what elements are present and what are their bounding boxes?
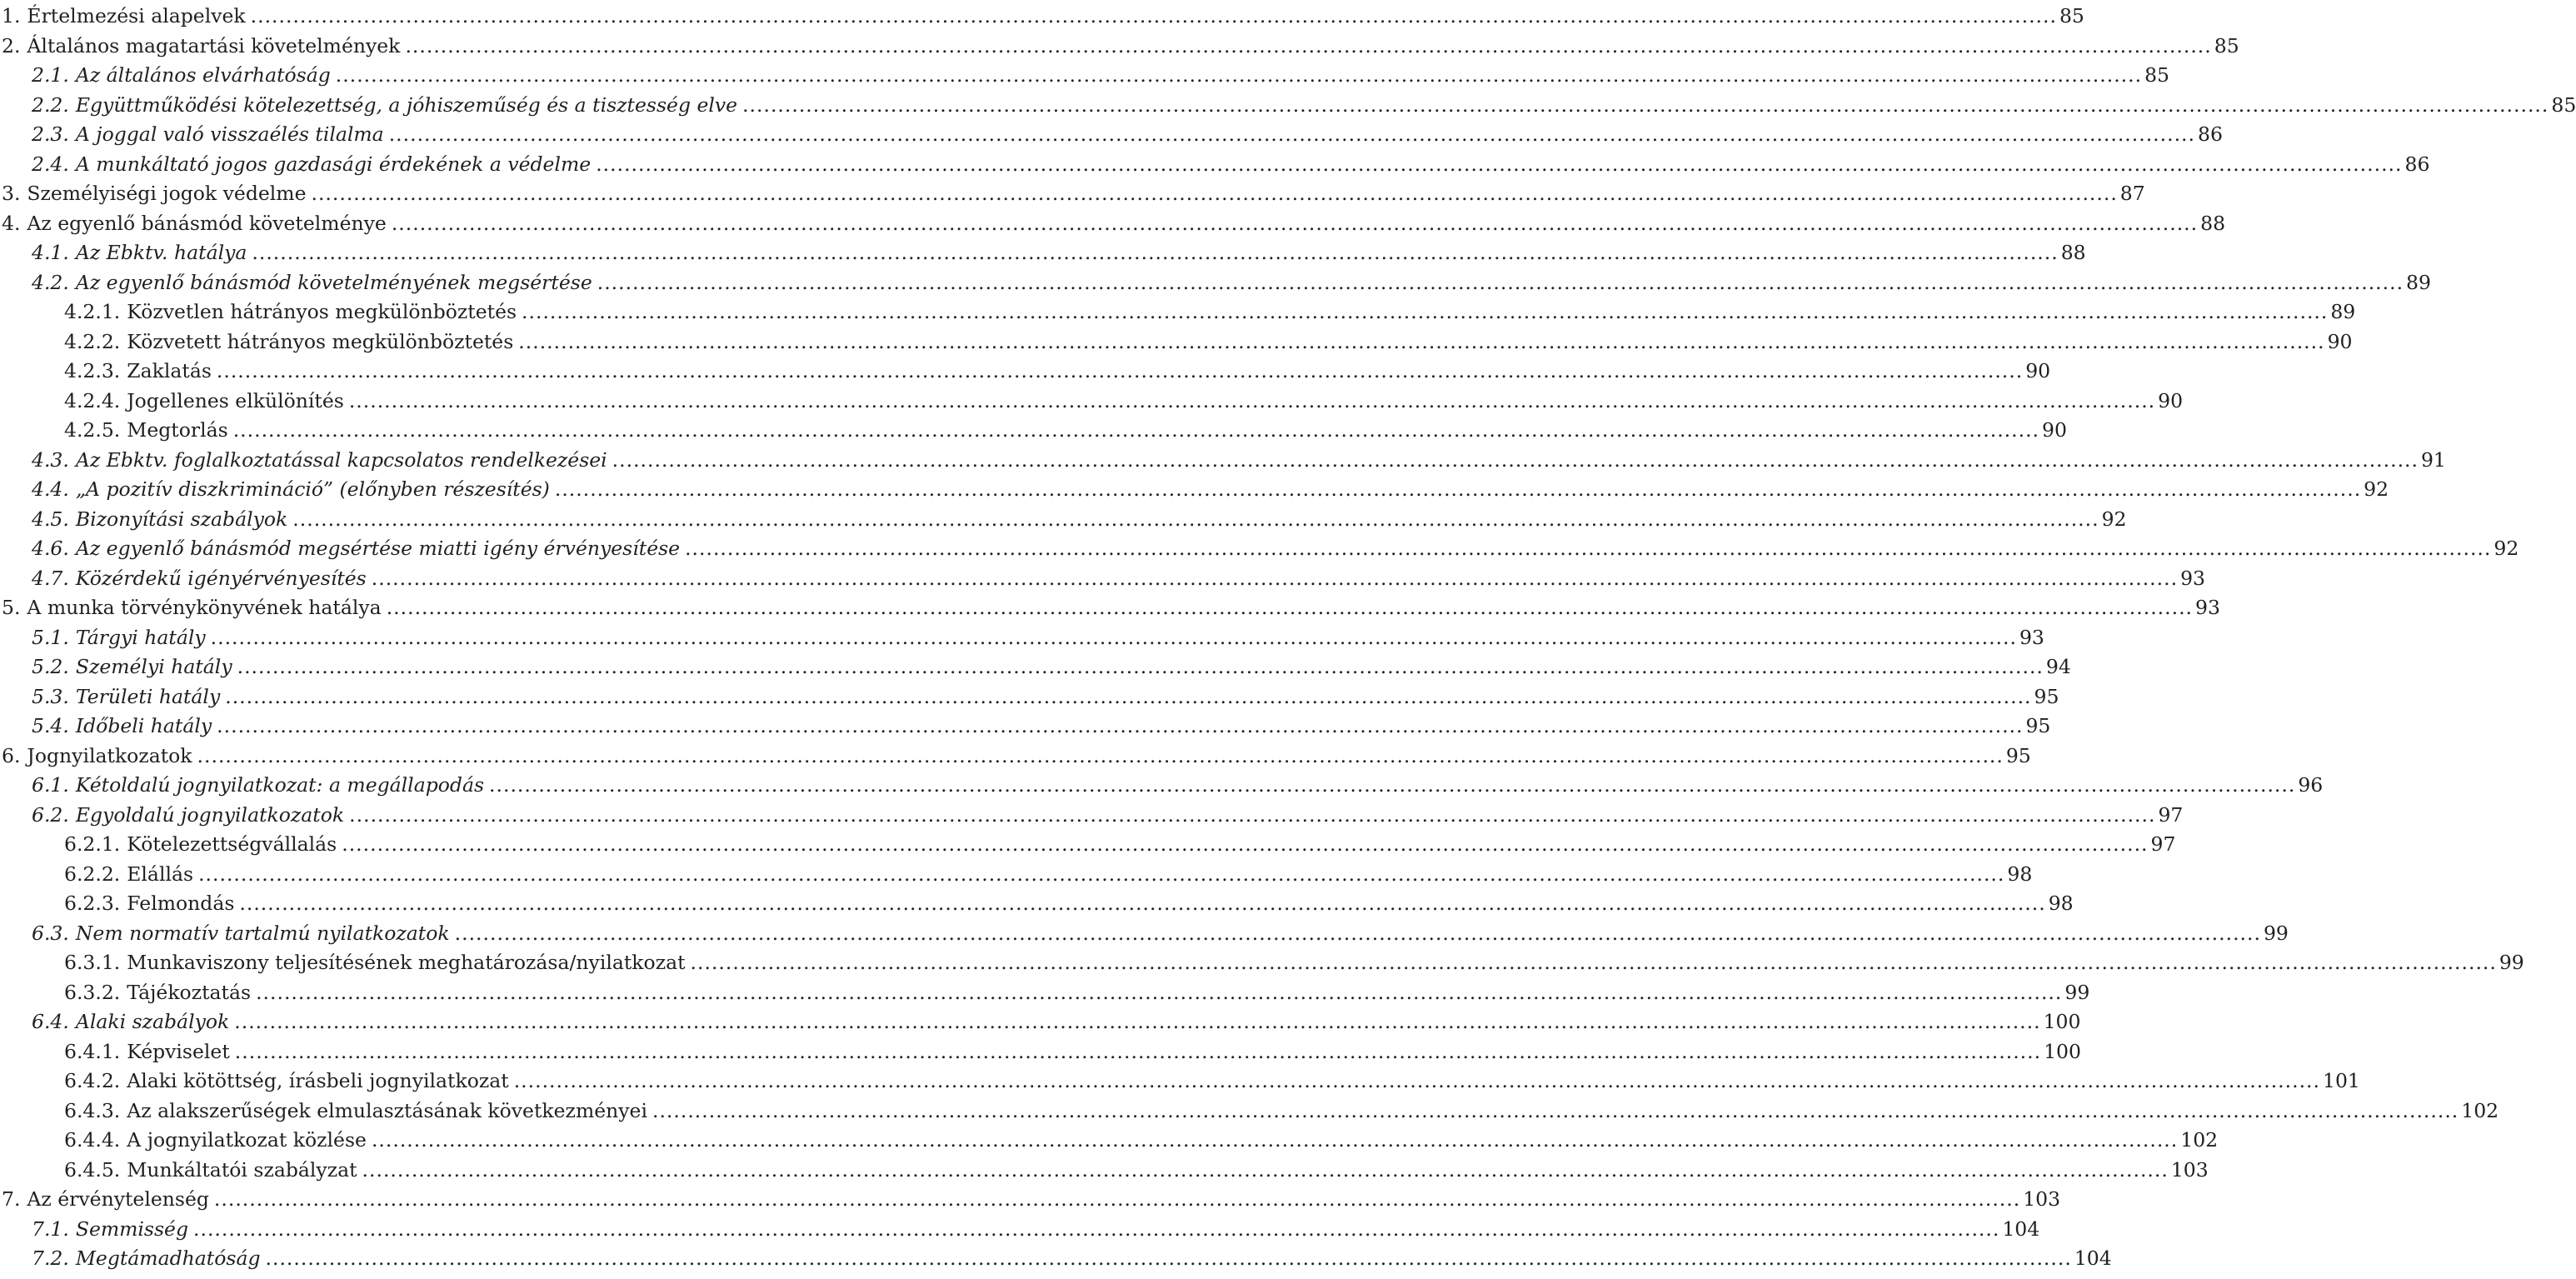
dot-leader — [652, 1097, 2459, 1127]
toc-entry-number: 4.6. — [32, 537, 69, 560]
toc-entry-number: 6.2.1. — [64, 832, 121, 856]
toc-entry-title: Közvetlen hátrányos megkülönböztetés — [127, 300, 517, 323]
toc-entry — [0, 387, 2184, 417]
toc-entry-page-number: 90 — [2158, 388, 2184, 412]
toc-entry — [0, 1007, 2081, 1037]
toc-entry — [0, 1126, 2219, 1156]
toc-entry-title: Az egyenlő bánásmód követelménye — [27, 211, 387, 235]
toc-entry-page-number: 88 — [2200, 211, 2226, 235]
toc-entry — [0, 801, 2184, 831]
toc-entry-page-number: 92 — [2101, 507, 2127, 531]
toc-entry-number: 2.1. — [32, 63, 69, 87]
toc-entry — [0, 446, 2446, 476]
toc-entry-title: Munkaviszony teljesítésének meghatározása/nyilatkozat — [127, 951, 686, 974]
dot-leader — [362, 1156, 2169, 1186]
toc-entry-title: Bizonyítási szabályok — [75, 507, 288, 531]
toc-entry-title: Az érvénytelenség — [27, 1187, 209, 1211]
dot-leader — [349, 387, 2155, 417]
toc-entry-page-number: 102 — [2180, 1128, 2219, 1152]
toc-entry-number: 2. — [2, 33, 21, 57]
toc-entry-page-number: 102 — [2461, 1098, 2499, 1122]
toc-entry — [0, 1097, 2499, 1127]
toc-entry-title: Az Ebktv. foglalkoztatással kapcsolatos rendelkezései — [75, 447, 607, 472]
toc-entry-title: Személyiségi jogok védelme — [27, 182, 307, 205]
toc-entry-number: 6.3.2. — [64, 980, 121, 1004]
toc-entry-number: 6.3. — [32, 921, 69, 945]
toc-entry — [0, 2, 2084, 32]
toc-entry-number: 5.1. — [32, 625, 69, 649]
toc-entry-title: Területi hatály — [75, 684, 221, 708]
toc-entry-title: Együttműködési kötelezettség, a jóhiszeműség és a tisztesség elve — [75, 92, 738, 117]
dot-leader — [311, 179, 2117, 209]
toc-entry-page-number: 95 — [2005, 743, 2031, 767]
toc-entry — [0, 534, 2519, 564]
toc-entry-title: Jogellenes elkülönítés — [127, 388, 344, 412]
toc-entry-page-number: 88 — [2060, 241, 2086, 264]
toc-entry — [0, 712, 2051, 742]
toc-entry — [0, 327, 2353, 357]
dot-leader — [522, 297, 2328, 327]
toc-entry — [0, 150, 2430, 180]
toc-entry-page-number: 86 — [2404, 152, 2430, 176]
toc-entry-title: Értelmezési alapelvek — [27, 4, 246, 27]
toc-entry-title: Megtorlás — [127, 418, 228, 442]
toc-entry — [0, 91, 2576, 121]
toc-entry-title: A jognyilatkozat közlése — [127, 1128, 367, 1152]
toc-entry-page-number: 94 — [2045, 655, 2071, 678]
dot-leader — [266, 1244, 2072, 1274]
dot-leader — [691, 948, 2497, 978]
toc-entry-number: 2.2. — [32, 92, 69, 117]
toc-entry-page-number: 104 — [2002, 1217, 2040, 1241]
toc-entry-number: 5.4. — [32, 714, 69, 737]
toc-entry-number: 6.4. — [32, 1010, 69, 1033]
dot-leader — [349, 801, 2155, 831]
dot-leader — [612, 446, 2419, 476]
toc-entry-title: Elállás — [127, 862, 194, 886]
toc-entry-page-number: 85 — [2059, 4, 2084, 27]
toc-entry-number: 4.7. — [32, 566, 69, 590]
toc-entry-title: Alaki kötöttség, írásbeli jognyilatkozat — [127, 1069, 509, 1092]
toc-entry-title: Alaki szabályok — [75, 1010, 230, 1033]
dot-leader — [387, 593, 2193, 623]
toc-entry-title: Tájékoztatás — [127, 980, 252, 1004]
toc-entry-title: Időbeli hatály — [75, 714, 212, 737]
toc-entry-number: 3. — [2, 182, 21, 205]
toc-entry-title: Kétoldalú jognyilatkozat: a megállapodás — [75, 773, 485, 797]
toc-entry-page-number: 90 — [2025, 359, 2051, 382]
toc-entry — [0, 1244, 2112, 1274]
toc-entry — [0, 652, 2071, 682]
toc-entry-title: Zaklatás — [127, 359, 212, 382]
toc-entry-title: Munkáltatói szabályzat — [127, 1157, 357, 1182]
toc-entry-number: 6.4.3. — [64, 1098, 121, 1122]
dot-leader — [596, 150, 2402, 180]
dot-leader — [235, 1037, 2041, 1067]
toc-entry-number: 6.2. — [32, 802, 69, 827]
toc-entry-title: Közérdekű igényérvényesítés — [75, 566, 367, 590]
toc-entry-page-number: 91 — [2420, 447, 2446, 472]
dot-leader — [455, 919, 2261, 949]
toc-entry-page-number: 93 — [2180, 566, 2205, 590]
toc-entry-number: 4.2.4. — [64, 388, 121, 412]
toc-entry-title: Az egyenlő bánásmód megsértése miatti igény érvényesítése — [75, 537, 681, 560]
toc-entry — [0, 416, 2067, 446]
toc-entry — [0, 830, 2176, 860]
dot-leader — [342, 830, 2148, 860]
toc-entry-page-number: 99 — [2499, 951, 2524, 974]
dot-leader — [405, 32, 2211, 62]
dot-leader — [518, 327, 2324, 357]
dot-leader — [372, 564, 2178, 594]
toc-entry-title: Közvetett hátrányos megkülönböztetés — [127, 329, 514, 353]
dot-leader — [214, 1185, 2020, 1215]
toc-entry-number: 4.2.1. — [64, 300, 121, 323]
toc-entry-page-number: 100 — [2044, 1039, 2081, 1063]
toc-entry-number: 4. — [2, 211, 21, 235]
dot-leader — [233, 416, 2039, 446]
toc-entry — [0, 297, 2356, 327]
toc-entry-page-number: 101 — [2323, 1069, 2360, 1092]
toc-entry-page-number: 90 — [2327, 329, 2353, 353]
toc-entry-page-number: 87 — [2119, 182, 2145, 205]
toc-entry — [0, 209, 2226, 239]
toc-entry-number: 6.2.2. — [64, 862, 121, 886]
toc-entry-page-number: 104 — [2074, 1247, 2112, 1270]
toc-entry-page-number: 92 — [2494, 537, 2519, 560]
toc-entry-page-number: 89 — [2406, 270, 2431, 294]
toc-entry — [0, 889, 2074, 919]
toc-entry-number: 6. — [2, 743, 21, 767]
toc-entry-number: 2.3. — [32, 122, 69, 146]
dot-leader — [597, 268, 2404, 298]
toc-entry — [0, 179, 2145, 209]
dot-leader — [489, 771, 2295, 801]
toc-entry-page-number: 100 — [2043, 1010, 2081, 1033]
toc-entry-page-number: 85 — [2214, 33, 2239, 57]
toc-entry-page-number: 95 — [2025, 714, 2051, 737]
toc-entry-title: Általános magatartási követelmények — [27, 33, 401, 57]
toc-entry-number: 2.4. — [32, 152, 69, 176]
dot-leader — [372, 1126, 2178, 1156]
toc-entry-page-number: 89 — [2330, 300, 2356, 323]
toc-entry — [0, 771, 2324, 801]
toc-entry-number: 4.3. — [32, 447, 69, 472]
toc-entry-page-number: 99 — [2263, 921, 2289, 945]
dot-leader — [336, 61, 2142, 91]
toc-entry-title: Nem normatív tartalmú nyilatkozatok — [75, 921, 450, 945]
toc-entry-page-number: 86 — [2198, 122, 2223, 146]
toc-entry-number: 6.2.3. — [64, 892, 121, 915]
dot-leader — [217, 357, 2023, 387]
toc-entry — [0, 120, 2223, 150]
toc-entry — [0, 505, 2127, 535]
toc-entry-number: 6.4.5. — [64, 1157, 121, 1182]
toc-entry-number: 4.4. — [32, 477, 69, 501]
toc-entry-title: Egyoldalú jognyilatkozatok — [75, 802, 345, 827]
toc-entry-number: 4.2.3. — [64, 359, 121, 382]
dot-leader — [389, 120, 2195, 150]
dot-leader — [514, 1067, 2320, 1097]
dot-leader — [197, 742, 2004, 772]
toc-entry-page-number: 103 — [2170, 1157, 2209, 1182]
dot-leader — [555, 475, 2361, 505]
toc-entry-page-number: 98 — [2048, 892, 2074, 915]
toc-entry-page-number: 92 — [2364, 477, 2389, 501]
toc-entry-page-number: 95 — [2034, 684, 2059, 708]
toc-entry-number: 4.2.5. — [64, 418, 121, 442]
dot-leader — [252, 238, 2058, 268]
dot-leader — [237, 652, 2044, 682]
dot-leader — [251, 2, 2057, 32]
dot-leader — [256, 978, 2062, 1008]
toc-entry-page-number: 96 — [2298, 773, 2324, 797]
toc-entry — [0, 238, 2086, 268]
toc-entry-number: 6.3.1. — [64, 951, 121, 974]
toc-entry-title: Megtámadhatóság — [75, 1247, 261, 1270]
toc-entry-title: Személyi hatály — [75, 655, 232, 678]
dot-leader — [193, 1215, 1999, 1245]
toc-entry-number: 5.3. — [32, 684, 69, 708]
dot-leader — [292, 505, 2099, 535]
toc-entry-number: 4.2.2. — [64, 329, 121, 353]
toc-entry-title: Tárgyi hatály — [75, 625, 206, 649]
toc-entry — [0, 593, 2220, 623]
toc-entry-number: 4.1. — [32, 241, 69, 264]
toc-entry-title: Az általános elvárhatóság — [75, 63, 331, 87]
toc-entry — [0, 919, 2289, 949]
toc-entry-title: Az alakszerűségek elmulasztásának következményei — [127, 1098, 647, 1122]
toc-entry-number: 4.5. — [32, 507, 69, 531]
toc-entry-number: 6.1. — [32, 773, 69, 797]
dot-leader — [239, 889, 2045, 919]
toc-entry-number: 7. — [2, 1187, 21, 1211]
dot-leader — [392, 209, 2198, 239]
toc-entry — [0, 1037, 2081, 1067]
toc-entry — [0, 948, 2524, 978]
toc-entry-number: 6.4.4. — [64, 1128, 121, 1152]
toc-entry-page-number: 93 — [2019, 625, 2044, 649]
toc-entry-number: 4.2. — [32, 270, 69, 294]
toc-entry — [0, 564, 2205, 594]
toc-entry — [0, 268, 2431, 298]
toc-entry — [0, 1067, 2360, 1097]
toc-entry-title: A munkáltató jogos gazdasági érdekének a védelme — [75, 152, 592, 176]
toc-entry — [0, 860, 2033, 890]
toc-entry — [0, 357, 2051, 387]
toc-entry-number: 1. — [2, 4, 21, 27]
toc-entry-number: 7.1. — [32, 1217, 69, 1241]
toc-entry — [0, 623, 2044, 653]
toc-entry-number: 7.2. — [32, 1247, 69, 1270]
toc-entry — [0, 1215, 2040, 1245]
dot-leader — [225, 682, 2031, 712]
toc-entry-page-number: 85 — [2144, 63, 2169, 87]
toc-entry-title: Jognyilatkozatok — [27, 743, 192, 767]
toc-entry-page-number: 99 — [2064, 980, 2090, 1004]
toc-entry-number: 5. — [2, 596, 21, 619]
dot-leader — [217, 712, 2023, 742]
dot-leader — [742, 91, 2549, 121]
toc-entry-title: „A pozitív diszkrimináció” (előnyben részesítés) — [75, 477, 550, 501]
toc-entry-page-number: 103 — [2023, 1187, 2061, 1211]
toc-entry-title: Semmisség — [75, 1217, 189, 1241]
toc-entry — [0, 32, 2239, 62]
toc-entry — [0, 682, 2059, 712]
toc-entry-number: 6.4.1. — [64, 1039, 121, 1063]
toc-entry — [0, 1185, 2061, 1215]
toc-entry-title: Felmondás — [127, 892, 235, 915]
toc-entry — [0, 475, 2389, 505]
dot-leader — [198, 860, 2004, 890]
toc-entry-page-number: 97 — [2150, 832, 2176, 856]
toc-entry-page-number: 93 — [2195, 596, 2220, 619]
toc-entry-title: A joggal való visszaélés tilalma — [75, 122, 384, 146]
toc-entry-number: 5.2. — [32, 655, 69, 678]
toc-entry — [0, 1156, 2209, 1186]
dot-leader — [234, 1007, 2040, 1037]
toc-entry-page-number: 90 — [2042, 418, 2067, 442]
toc-entry — [0, 742, 2031, 772]
toc-entry-title: A munka törvénykönyvének hatálya — [27, 596, 382, 619]
toc-entry-number: 6.4.2. — [64, 1069, 121, 1092]
toc-entry-title: Az Ebktv. hatálya — [75, 241, 247, 264]
toc-entry-title: Kötelezettségvállalás — [127, 832, 337, 856]
toc-entry-title: Az egyenlő bánásmód követelményének megsértése — [75, 270, 592, 294]
toc-entry-page-number: 97 — [2158, 802, 2184, 827]
dot-leader — [685, 534, 2491, 564]
toc-entry-page-number: 98 — [2007, 862, 2033, 886]
toc-entry-page-number: 85 — [2551, 92, 2576, 117]
toc-entry-title: Képviselet — [127, 1039, 230, 1063]
toc-entry — [0, 61, 2169, 91]
dot-leader — [211, 623, 2017, 653]
toc-entry — [0, 978, 2090, 1008]
